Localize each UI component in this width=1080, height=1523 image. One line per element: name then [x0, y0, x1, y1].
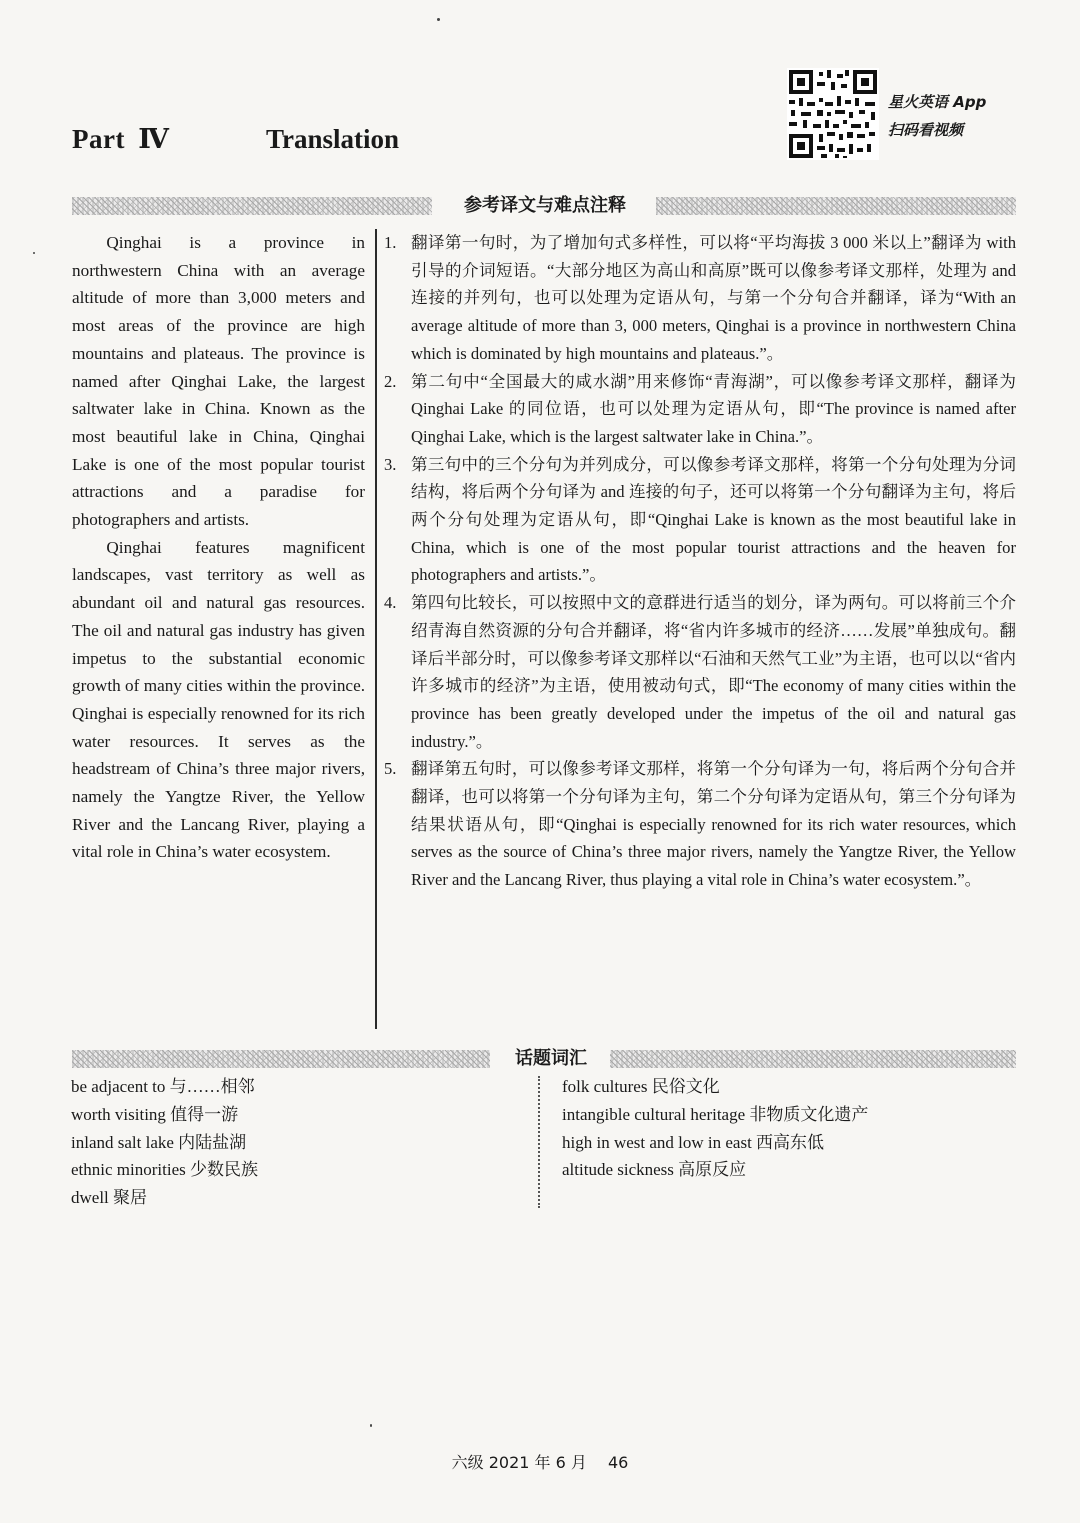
note-text: 第二句中“全国最大的咸水湖”用来修饰“青海湖”，可以像参考译文那样，翻译为 Qinghai Lake 的同位语，也可以处理为定语从句，即“The province is named after Qinghai Lake, which is the largest saltwater lake in China.”。: [411, 371, 1016, 446]
note-text: 翻译第五句时，可以像参考译文那样，将第一个分句译为一句，将后两个分句合并翻译，也可以将第一个分句译为主句，第二个分句译为定语从句，第三个分句译为结果状语从句，即“Qinghai is especially renowned for its rich water resources, which serves as the source of China’s three major rivers, namely the Yangtze River, the Yellow River and the Lancang River, thus playing a vital role in China’s water ecosystem.”。: [411, 759, 1016, 890]
vocab-item: dwell 聚居: [71, 1188, 148, 1208]
note-text: 第三句中的三个分句为并列成分，可以像参考译文那样，将第一个分句处理为分词结构，将后两个分句译为 and 连接的句子，还可以将第一个分句翻译为主句，将后两个分句处理为定语从句，即“Qinghai Lake is known as the most beautiful lake in China, which is one of the most popular tourist attractions and the heaven for photographers and artists.”。: [411, 454, 1016, 585]
footer-issue: 六级 2021 年 6 月: [451, 1453, 587, 1472]
banner-pattern-left: [72, 197, 432, 215]
app-name: 星火英语 App: [888, 93, 987, 111]
reference-banner: [72, 193, 1016, 219]
part-heading: [72, 124, 169, 155]
scan-speck: [437, 18, 440, 21]
note-item: [384, 589, 1016, 755]
scan-speck: [33, 252, 35, 254]
note-item: [384, 755, 1016, 894]
note-number: 1.: [384, 233, 397, 252]
page-footer: [0, 1450, 1080, 1473]
vocab-item: be adjacent to 与……相邻: [71, 1077, 255, 1096]
vocab-list-left: [71, 1073, 258, 1212]
vocab-item: high in west and low in east 西高东低: [562, 1132, 825, 1152]
translation-notes: [384, 229, 1016, 894]
banner-pattern-right: [606, 1050, 1016, 1068]
reference-banner-title: 参考译文与难点注释: [434, 193, 656, 219]
note-number: 4.: [384, 593, 397, 613]
banner-pattern-right: [656, 197, 1016, 215]
vocab-item: inland salt lake 内陆盐湖: [71, 1132, 247, 1152]
note-number: 2.: [384, 371, 397, 391]
vocab-item: ethnic minorities 少数民族: [71, 1160, 258, 1180]
scan-speck: [370, 1424, 372, 1427]
note-item: [384, 451, 1016, 590]
page-number: 46: [607, 1453, 629, 1472]
column-divider: [375, 229, 377, 1029]
passage-paragraph-2: Qinghai features magnificent landscapes, vast territory as well as abundant oil and natural gas resources. The oil and natural gas industry has given impetus to the substantial economic growth of many cities within the province. Qinghai is especially renowned for its rich water resources. It serves as the headstream of China’s three major rivers, namely the Yangtze River, the Yellow River and the Lancang River, playing a vital role in China’s water ecosystem.: [72, 537, 365, 862]
scan-hint: 扫码看视频: [888, 121, 964, 139]
part-number: Ⅳ: [138, 124, 170, 154]
vocab-banner: [72, 1046, 1016, 1072]
vocab-list-right: [562, 1073, 868, 1184]
passage-paragraph-1: Qinghai is a province in northwestern China with an average altitude of more than 3,000 meters and most areas of the province are high mountains and plateaus. The province is named after Qinghai Lake, the largest saltwater lake in China. Known as the most beautiful lake in China, Qinghai Lake is one of the most popular tourist attractions and a paradise for photographers and artists.: [72, 233, 365, 530]
app-label: [888, 88, 986, 144]
reference-translation: [72, 229, 365, 866]
note-text: 第四句比较长，可以按照中文的意群进行适当的划分，译为两句。可以将前三个介绍青海自然资源的分句合并翻译，将“省内许多城市的经济……发展”单独成句。翻译后半部分时，可以像参考译文那样以“石油和天然气工业”为主语，也可以以“省内许多城市的经济”为主语，使用被动句式，即“The economy of many cities within the province has been greatly developed under the impetus of the oil and natural gas industry.”。: [411, 593, 1016, 751]
part-label: Part: [72, 124, 125, 154]
vocab-item: intangible cultural heritage 非物质文化遗产: [562, 1104, 869, 1124]
banner-pattern-left: [72, 1050, 490, 1068]
qr-code-icon[interactable]: [787, 68, 879, 160]
vocab-divider: [538, 1076, 540, 1208]
note-number: 5.: [384, 759, 397, 779]
note-number: 3.: [384, 454, 397, 474]
vocab-banner-title: 话题词汇: [492, 1046, 610, 1072]
vocab-item: altitude sickness 高原反应: [562, 1160, 747, 1180]
vocab-item: folk cultures 民俗文化: [562, 1077, 720, 1096]
note-item: [384, 368, 1016, 451]
note-item: [384, 229, 1016, 368]
section-title: Translation: [266, 124, 400, 154]
vocab-item: worth visiting 值得一游: [71, 1104, 239, 1124]
note-text: 翻译第一句时，为了增加句式多样性，可以将“平均海拔 3 000 米以上”翻译为 with 引导的介词短语。“大部分地区为高山和高原”既可以像参考译文那样，处理为 and 连接的并列句，也可以处理为定语从句，与第一个分句合并翻译，译为“With an average altitude of more than 3, 000 meters, Qinghai is a province in northwestern China which is dominated by high mountains and plateaus.”。: [411, 233, 1016, 363]
